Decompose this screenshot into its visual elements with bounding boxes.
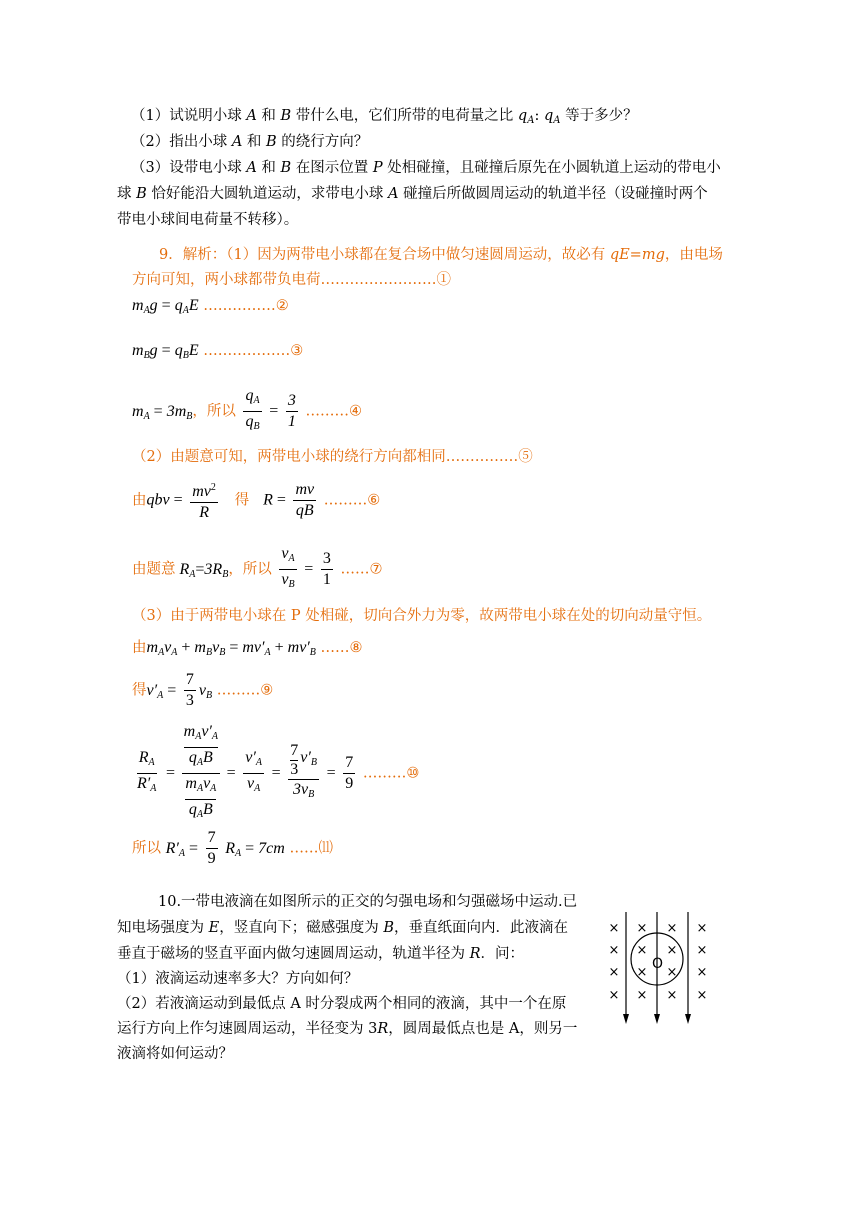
equation-9-prefix: 得 [132, 682, 147, 699]
equation-7: 由题意 $R_A=3R_B$，所以 $\frac{v_A}{v_B}$ = $\frac{3}{1}$ ……⑦ [132, 545, 383, 590]
equation-3-marker: ………………③ [203, 343, 304, 359]
equation-4: $m_A = 3m_B$，所以 $\frac{q_A}{q_B}$ = $\frac{3}{1}$ ………④ [132, 387, 362, 432]
arrow-heads [623, 1014, 691, 1024]
equation-9: 得$v'_A$ = $\frac{7}{3}$ $v_B$ ………⑨ [132, 671, 274, 709]
equation-11-marker: ……⑾ [289, 840, 333, 857]
cross-mark-icon: × [696, 965, 708, 980]
equation-7-prefix: 由题意 [132, 561, 176, 578]
center-label: O [652, 956, 664, 972]
equation-8-prefix: 由 [132, 640, 147, 656]
equation-9-marker: ………⑨ [216, 682, 274, 699]
equation-11: 所以 $R'_A$ = $\frac{7}{9}$ $R_A = 7cm$ ……⑾ [132, 829, 333, 867]
problem10-question2-line1: （2）若液滴运动到最低点 A 时分裂成两个相同的液滴，其中一个在原 [117, 996, 567, 1012]
problem9-question2: （2）指出小球 A 和 B 的绕行方向？ [131, 134, 369, 150]
equation-11-prefix: 所以 [132, 840, 161, 857]
problem9-question3-line3: 带电小球间电荷量不转移）。 [117, 212, 299, 228]
cross-mark-icon: × [696, 943, 708, 958]
cross-mark-icon: × [666, 921, 678, 936]
equation-6: 由qbv = $\frac{mv^2}{R}$ 得 R = $\frac{mv}{qB}$ ………⑥ [132, 478, 380, 523]
equation-4-text: ，所以 [192, 403, 236, 420]
problem10-question2-line2: 运行方向上作匀速圆周运动，半径变为 3R，圆周最低点也是 A，则另一 [117, 1021, 578, 1037]
problem10-line3: 垂直于磁场的竖直平面内做匀速圆周运动，轨道半径为 R．问： [117, 946, 525, 962]
cross-mark-icon: × [608, 965, 620, 980]
equation-8: 由$m_Av_A + m_Bv_B = mv'_A + mv'_B$ ……⑧ [132, 639, 363, 658]
solution-part3: （3）由于两带电小球在 P 处相碰，切向合外力为零，故两带电小球在处的切向动量守恒。 [132, 608, 712, 624]
cross-mark-icon: × [666, 965, 678, 980]
equation-6-prefix: 由 [132, 492, 147, 509]
equation-10: $\frac{R_A}{R'_A}$ = $m_Av'_A$ $q_AB$ $m_Av_A$ $q_AB$ = $\frac{v'_A}{v_A}$ = 7 3 $v'_B$ $3v_B$ = $\frac{7}{9}$ ………⑩ [137, 723, 420, 820]
equation-8-marker: ……⑧ [320, 640, 363, 656]
cross-mark-icon: × [636, 965, 648, 980]
cross-mark-icon: × [666, 943, 678, 958]
cross-mark-icon: × [696, 921, 708, 936]
equation-7-text: ，所以 [228, 561, 272, 578]
arrow-down-icon [685, 1014, 691, 1024]
problem10-line2: 知电场强度为 E，竖直向下；磁感强度为 B，垂直纸面向内．此液滴在 [117, 920, 568, 936]
cross-mark-icon: × [666, 988, 678, 1003]
equation-7-marker: ……⑦ [340, 561, 383, 578]
equation-6-de: 得 [234, 492, 250, 509]
cross-mark-icon: × [608, 921, 620, 936]
arrow-down-icon [623, 1014, 629, 1024]
problem10-question2-line3: 液滴将如何运动？ [117, 1046, 233, 1062]
problem9-question1: （1）试说明小球 A 和 B 带什么电，它们所带的电荷量之比 $q_A$: $q_A$ 等于多少？ [131, 108, 638, 126]
equation-10-marker: ………⑩ [362, 765, 420, 782]
equation-2: $m_Ag = q_AE$ ……………② [132, 297, 289, 316]
solution-part2: （2）由题意可知，两带电小球的绕行方向都相同……………⑤ [132, 449, 533, 465]
arrow-down-icon [654, 1014, 660, 1024]
cross-mark-icon: × [636, 943, 648, 958]
cross-mark-icon: × [636, 988, 648, 1003]
equation-2-marker: ……………② [203, 298, 289, 314]
cross-mark-icon: × [636, 921, 648, 936]
solution-line2: 方向可知，两小球都带负电荷……………………① [132, 272, 451, 288]
cross-mark-icon: × [608, 943, 620, 958]
equation-6-marker: ………⑥ [323, 492, 381, 509]
equation-3: $m_Bg = q_BE$ ………………③ [132, 342, 304, 361]
equation-4-marker: ………④ [305, 403, 362, 420]
solution-line1: 9．解析：（1）因为两带电小球都在复合场中做匀速圆周运动，故必有 qE=mg，由电场 [159, 247, 723, 263]
problem9-question3-line2: 球 B 恰好能沿大圆轨道运动，求带电小球 A 碰撞后所做圆周运动的轨道半径（设碰撞时两个 [117, 186, 708, 202]
cross-mark-icon: × [696, 988, 708, 1003]
problem10-question1: （1）液滴运动速率多大？方向如何？ [117, 971, 359, 987]
problem10-line1: 10.一带电液滴在如图所示的正交的匀强电场和匀强磁场中运动.已 [158, 894, 578, 910]
problem9-question3-line1: （3）设带电小球 A 和 B 在图示位置 P 处相碰撞，且碰撞后原先在小圆轨道上运动的带电小 [131, 160, 721, 176]
field-diagram [604, 910, 716, 1030]
cross-mark-icon: × [608, 988, 620, 1003]
